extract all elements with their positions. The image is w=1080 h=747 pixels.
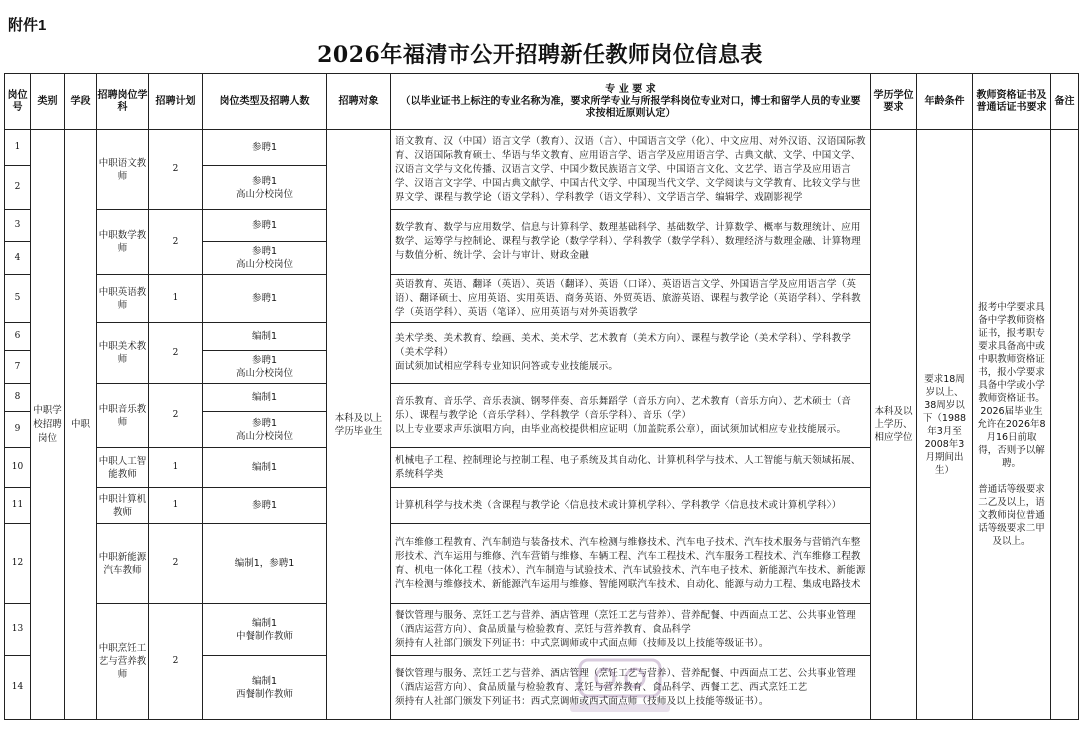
header-target: 招聘对象	[327, 74, 391, 130]
post-type-cell: 参聘1	[203, 275, 327, 323]
header-row	[5, 74, 1079, 130]
subject-cell: 中职英语教师	[97, 275, 149, 323]
header-major: 专 业 要 求 （以毕业证书上标注的专业名称为准，要求所学专业与所报学科岗位专业对口，博士和留学人员的专业要求按相近原则认定）	[391, 74, 871, 130]
post-type-cell: 参聘1 高山分校岗位	[203, 166, 327, 210]
plan-cell: 2	[149, 604, 203, 720]
major-requirement-cell: 数学教育、数学与应用数学、信息与计算科学、数理基础科学、基础数学、计算数学、概率与数理统计、应用数学、运筹学与控制论、课程与教学论（数学学科）、学科教学（数学学科）、数理经济与数理金融、计算物理与数值分析、统计学、会计与审计、财政金融	[391, 210, 871, 275]
category-text: 中职学校招聘岗位	[33, 404, 62, 444]
post-type-cell: 参聘1	[203, 488, 327, 524]
major-requirement-cell: 英语教育、英语、翻译（英语）、英语（翻译）、英语（口译）、英语语言文学、外国语言学及应用语言学（英语）、翻译硕士、应用英语、实用英语、商务英语、外贸英语、旅游英语、课程与教学论（英语学科）、学科教学（英语学科）、英语（笔译）、应用英语与对外英语教学	[391, 275, 871, 323]
header-cert: 教师资格证书及普通话证书要求	[973, 74, 1051, 130]
post-number: 7	[5, 351, 31, 384]
post-type-cell: 参聘1 高山分校岗位	[203, 412, 327, 448]
major-requirement-cell: 美术学类、美术教育、绘画、美术、美术学、艺术教育（美术方向）、课程与教学论（美术学科）、学科教学（美术学科） 面试须加试相应学科专业知识问答或专业技能展示。	[391, 323, 871, 384]
post-type-cell: 编制1 中餐制作教师	[203, 604, 327, 656]
header-note: 备注	[1051, 74, 1079, 130]
major-requirement-cell: 语文教育、汉（中国）语言文学（教育）、汉语（言）、中国语言文学（化）、中文应用、对外汉语、汉语国际教育、汉语国际教育硕士、华语与华文教育、应用语言学、语言学及应用语言学、古典文献、文学、中国文学、汉语言文学与文化传播、汉语言文学、中国少数民族语言文学、中国语言文化、文艺学、语言学及应用语言学、汉语言文字学、中国古典文献学、中国古代文学、中国现当代文学、文学阅读与文学教育、比较文学与世界文学、课程与教学论（语文学科）、学科教学（语文学科）、文学语言学、编辑学、戏剧影视学	[391, 130, 871, 210]
plan-cell: 2	[149, 323, 203, 384]
header-stage: 学段	[65, 74, 97, 130]
plan-cell: 1	[149, 275, 203, 323]
category-cell	[31, 130, 65, 720]
plan-cell: 2	[149, 210, 203, 275]
post-type-cell: 编制1	[203, 384, 327, 412]
recruitment-table	[4, 73, 1079, 720]
major-requirement-cell: 餐饮管理与服务、烹饪工艺与营养、酒店管理（烹饪工艺与营养）、营养配餐、中西面点工艺、公共事业管理（酒店运营方向）、食品质量与检验教育、烹饪与营养教育、食品科学、西餐工艺、西式烹饪工艺 须持有人社部门颁发下列证书：西式烹调师或西式面点师（技师及以上技能等级证书）。	[391, 656, 871, 720]
subject-cell: 中职新能源汽车教师	[97, 524, 149, 604]
post-type-cell: 编制1，参聘1	[203, 524, 327, 604]
header-degree: 学历学位要求	[871, 74, 917, 130]
post-type-cell: 参聘1	[203, 130, 327, 166]
plan-cell: 1	[149, 448, 203, 488]
degree-cell: 本科及以上学历、相应学位	[871, 130, 917, 720]
plan-cell: 1	[149, 488, 203, 524]
age-cell: 要求18周岁以上、38周岁以下（1988年3月至2008年3月期间出生）	[917, 130, 973, 720]
major-requirement-cell: 音乐教育、音乐学、音乐表演、钢琴伴奏、音乐舞蹈学（音乐方向）、艺术教育（音乐方向）、艺术硕士（音乐）、课程与教学论（音乐学科）、学科教学（音乐学科）、音乐（学） 以上专业要求声乐演唱方向，由毕业高校提供相应证明（加盖院系公章），面试须加试相应专业技能展示。	[391, 384, 871, 448]
major-requirement-cell: 餐饮管理与服务、烹饪工艺与营养、酒店管理（烹饪工艺与营养）、营养配餐、中西面点工艺、公共事业管理（酒店运营方向）、食品质量与检验教育、烹饪与营养教育、食品科学 须持有人社部门颁发下列证书：中式烹调师或中式面点师（技师及以上技能等级证书）。	[391, 604, 871, 656]
post-number: 1	[5, 130, 31, 166]
header-plan: 招聘计划	[149, 74, 203, 130]
post-type-cell: 编制1	[203, 323, 327, 351]
subject-cell: 中职计算机教师	[97, 488, 149, 524]
subject-cell: 中职数学教师	[97, 210, 149, 275]
watermark-logo	[560, 652, 680, 722]
subject-cell: 中职音乐教师	[97, 384, 149, 448]
post-number: 14	[5, 656, 31, 720]
header-age: 年龄条件	[917, 74, 973, 130]
note-cell	[1051, 130, 1079, 720]
post-number: 10	[5, 448, 31, 488]
post-number: 8	[5, 384, 31, 412]
header-category: 类别	[31, 74, 65, 130]
certificate-cell: 报考中学要求具备中学教师资格证书，报考职专要求具备高中或中职教师资格证书，报小学要求具备中学或小学教师资格证书。2026届毕业生允许在2026年8月16日前取得，否则予以解聘。 普通话等级要求二乙及以上，语文教师岗位普通话等级要求二甲及以上。	[973, 130, 1051, 720]
table-row	[5, 130, 1079, 166]
post-type-cell: 编制1 西餐制作教师	[203, 656, 327, 720]
post-number: 11	[5, 488, 31, 524]
post-number: 12	[5, 524, 31, 604]
post-number: 2	[5, 166, 31, 210]
post-number: 5	[5, 275, 31, 323]
post-type-cell: 参聘1	[203, 210, 327, 242]
subject-cell: 中职美术教师	[97, 323, 149, 384]
stage-cell: 中职	[65, 130, 97, 720]
document-title: 2026年福清市公开招聘新任教师岗位信息表	[317, 42, 763, 68]
target-cell: 本科及以上学历毕业生	[327, 130, 391, 720]
major-requirement-cell: 机械电子工程、控制理论与控制工程、电子系统及其自动化、计算机科学与技术、人工智能与航天领域拓展、系统科学类	[391, 448, 871, 488]
subject-cell: 中职人工智能教师	[97, 448, 149, 488]
major-requirement-cell: 计算机科学与技术类（含课程与教学论〈信息技术或计算机学科〉、学科教学〈信息技术或计算机学科〉）	[391, 488, 871, 524]
major-requirement-cell: 汽车维修工程教育、汽车制造与装备技术、汽车检测与维修技术、汽车电子技术、汽车技术服务与营销汽车整形技术、汽车运用与维修、汽车营销与维修、车辆工程、汽车工程技术、汽车服务工程技术、汽车维修工程教育、机电一体化工程（技术）、汽车制造与试验技术、汽车试验技术、汽车电子技术、新能源汽车技术、新能源汽车检测与维修技术、新能源汽车运用与维修、智能网联汽车技术、自动化、能源与动力工程、集成电路技术	[391, 524, 871, 604]
header-no: 岗位号	[5, 74, 31, 130]
plan-cell: 2	[149, 384, 203, 448]
post-number: 9	[5, 412, 31, 448]
post-number: 6	[5, 323, 31, 351]
post-number: 4	[5, 242, 31, 275]
attachment-label: 附件1	[8, 17, 47, 34]
post-type-cell: 编制1	[203, 448, 327, 488]
subject-cell: 中职语文教师	[97, 130, 149, 210]
post-number: 3	[5, 210, 31, 242]
header-type: 岗位类型及招聘人数	[203, 74, 327, 130]
post-type-cell: 参聘1 高山分校岗位	[203, 351, 327, 384]
header-subject: 招聘岗位学科	[97, 74, 149, 130]
post-number: 13	[5, 604, 31, 656]
plan-cell: 2	[149, 524, 203, 604]
plan-cell: 2	[149, 130, 203, 210]
post-type-cell: 参聘1 高山分校岗位	[203, 242, 327, 275]
subject-cell: 中职烹饪工艺与营养教师	[97, 604, 149, 720]
